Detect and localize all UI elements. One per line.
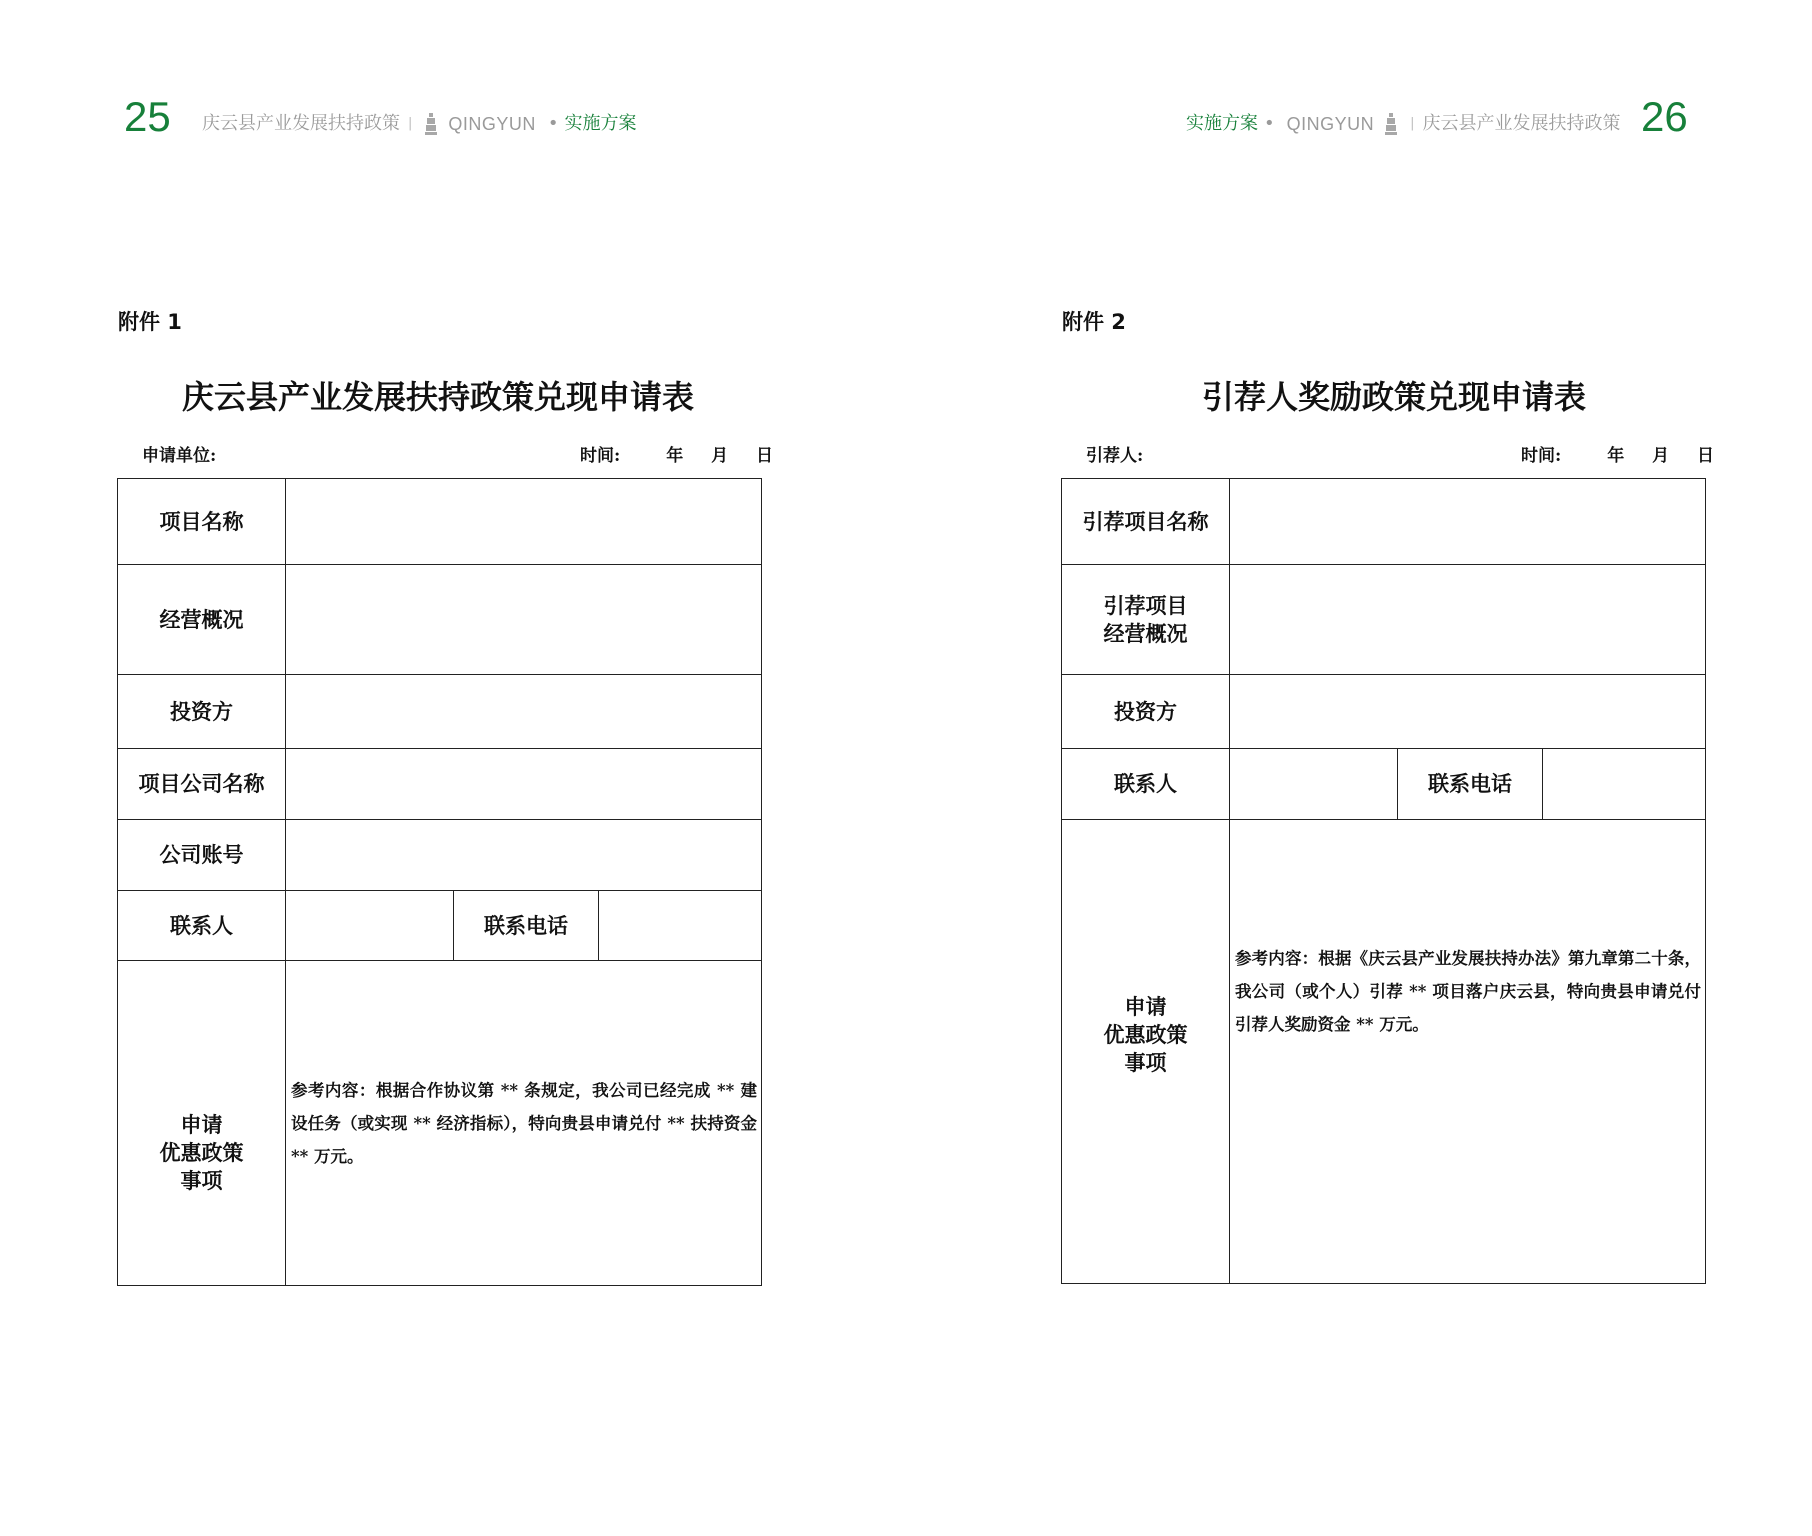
apply-label-line1: 申请 (180, 1113, 223, 1137)
reference-content-text: 参考内容：根据合作协议第 ** 条规定，我公司已经完成 ** 建设任务（或实现 ** 经济指标），特向贵县申请兑付 ** 扶持资金 ** 万元。 (291, 1080, 758, 1166)
contact-phone-field[interactable] (1543, 749, 1706, 820)
business-overview-field[interactable] (286, 565, 762, 675)
investor-label: 投资方 (118, 675, 286, 749)
right-header-book-title: 庆云县产业发展扶持政策 (1422, 113, 1621, 134)
referred-project-name-label: 引荐项目名称 (1062, 479, 1230, 565)
header-dot: • (547, 113, 559, 134)
apply-policy-field[interactable] (1230, 820, 1706, 1284)
right-header-brand: QINGYUN (1286, 114, 1375, 134)
apply-label-line2: 优惠政策 (159, 1141, 244, 1165)
left-annex-label: 附件 1 (118, 310, 182, 334)
overview-label-line2: 经营概况 (1103, 621, 1188, 646)
contact-person-label: 联系人 (118, 891, 286, 961)
contact-person-field[interactable] (286, 891, 454, 961)
project-company-name-field[interactable] (286, 749, 762, 820)
business-overview-label: 经营概况 (118, 565, 286, 675)
right-referrer-label: 引荐人: (1086, 446, 1144, 466)
right-date-label: 时间: (1521, 446, 1562, 466)
overview-label-line1: 引荐项目 (1103, 593, 1188, 618)
company-account-field[interactable] (286, 820, 762, 891)
left-form-title: 庆云县产业发展扶持政策兑现申请表 (181, 378, 694, 416)
pagoda-statue-icon (1384, 112, 1398, 136)
investor-field[interactable] (286, 675, 762, 749)
project-company-name-label: 项目公司名称 (118, 749, 286, 820)
left-page-number: 25 (124, 93, 171, 140)
left-header-book-title: 庆云县产业发展扶持政策 (202, 113, 400, 134)
header-divider: | (408, 116, 413, 131)
project-name-label: 项目名称 (118, 479, 286, 565)
investor-label: 投资方 (1062, 675, 1230, 749)
contact-phone-label: 联系电话 (1398, 749, 1543, 820)
right-date-line (1521, 441, 1714, 466)
right-page-number: 26 (1641, 93, 1688, 140)
referred-overview-field[interactable] (1230, 565, 1706, 675)
referred-overview-label (1062, 565, 1230, 675)
apply-label-line2: 优惠政策 (1103, 1022, 1188, 1047)
contact-person-field[interactable] (1230, 749, 1398, 820)
header-dot: • (1264, 113, 1275, 134)
right-form-title: 引荐人奖励政策兑现申请表 (1201, 378, 1586, 416)
left-running-header (202, 112, 637, 136)
investor-field[interactable] (1230, 675, 1706, 749)
left-header-brand: QINGYUN (448, 114, 536, 134)
pagoda-statue-icon (424, 112, 438, 136)
referred-project-name-field[interactable] (1230, 479, 1706, 565)
right-header-section: 实施方案 (1186, 113, 1258, 134)
contact-phone-field[interactable] (599, 891, 762, 961)
apply-label-line3: 事项 (1124, 1050, 1167, 1075)
reference-content-text: 参考内容：根据《庆云县产业发展扶持办法》第九章第二十条，我公司（或个人）引荐 ** 项目落户庆云县，特向贵县申请兑付引荐人奖励资金 ** 万元。 (1235, 949, 1702, 1034)
project-name-field[interactable] (286, 479, 762, 565)
left-date-month: 月 (711, 446, 729, 466)
apply-label-line1: 申请 (1124, 994, 1167, 1019)
header-divider: | (1410, 116, 1415, 131)
left-applicant-label: 申请单位: (142, 446, 217, 466)
right-date-year: 年 (1607, 446, 1625, 466)
left-application-form (117, 478, 762, 1286)
apply-policy-field[interactable] (286, 961, 762, 1286)
right-date-day: 日 (1697, 446, 1715, 466)
left-date-day: 日 (756, 446, 774, 466)
apply-label-line3: 事项 (180, 1169, 223, 1193)
right-annex-label: 附件 2 (1062, 310, 1126, 334)
left-header-section: 实施方案 (564, 113, 637, 134)
right-referral-form (1061, 478, 1706, 1284)
left-date-year: 年 (666, 446, 684, 466)
apply-policy-label (1062, 820, 1230, 1284)
right-date-month: 月 (1652, 446, 1670, 466)
contact-phone-label: 联系电话 (454, 891, 599, 961)
left-date-label: 时间: (580, 446, 621, 466)
company-account-label: 公司账号 (118, 820, 286, 891)
contact-person-label: 联系人 (1062, 749, 1230, 820)
apply-policy-label (118, 961, 286, 1286)
left-date-line (580, 441, 773, 466)
right-running-header (1186, 112, 1621, 136)
